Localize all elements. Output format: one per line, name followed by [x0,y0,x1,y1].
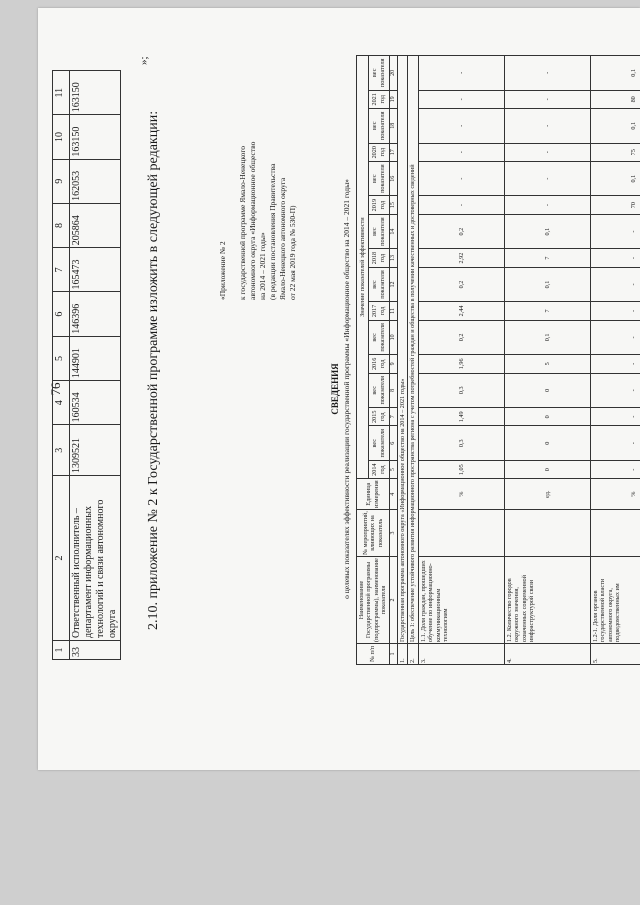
weight-value-cell: - [590,373,640,408]
weight-header: вес показателя [369,161,390,196]
column-index-cell: 14 [389,214,397,249]
unit-cell: % [418,479,504,510]
indicators-table [356,55,640,665]
indicator-rows [418,56,640,665]
weight-header: вес показателя [369,109,390,144]
document-page [38,8,640,770]
header-unit: Единица измерения [357,479,390,510]
weight-value-cell: 0,1 [504,267,590,302]
weight-header: вес показателя [369,426,390,461]
appendix-line: (в редакции постановления Правительства [268,163,277,300]
column-index-cell: 19 [389,90,397,108]
value-cell: 163150 [70,115,121,159]
row-number: 33 [70,641,121,660]
column-index-cell: 18 [389,109,397,144]
year-header: 2018 год [369,249,390,267]
weight-value-cell: - [590,267,640,302]
year-header: 2019 год [369,196,390,214]
event-cell [418,510,504,557]
column-index-cell: 2 [389,557,397,644]
year-value-cell: - [590,302,640,320]
value-cell: 162053 [70,159,121,203]
header-cell: 11 [53,71,70,115]
header-cell: 4 [53,381,70,425]
year-header: 2017 год [369,302,390,320]
column-index-cell: 15 [389,196,397,214]
year-value-cell: 1,05 [418,460,504,478]
value-cell: 205864 [70,203,121,247]
year-value-cell: - [418,90,504,108]
unit-cell: ед. [504,479,590,510]
year-value-cell: - [418,196,504,214]
section-heading: 2.10. приложение № 2 к Государственной программе изложить в следующей редакции: [146,110,161,630]
weight-value-cell: 0,1 [590,56,640,91]
weight-value-cell: 0 [504,373,590,408]
weight-value-cell: 0 [504,426,590,461]
column-index-cell: 20 [389,56,397,91]
year-value-cell: 7 [504,302,590,320]
table-row [70,71,121,660]
indicator-name: 1.2. Количество городов окружного значения, охваченных современной инфраструктурой связи [504,557,590,644]
value-cell: 144901 [70,336,121,380]
appendix-line: к государственной программе Ямало-Ненецкого [238,145,247,300]
header-cell: 6 [53,292,70,336]
year-header: 2016 год [369,355,390,373]
value-cell: 1309521 [70,425,121,476]
weight-value-cell: 0,1 [504,320,590,355]
weight-value-cell: - [590,214,640,249]
program-title-cell: Государственная программа автономного округа «Информационное общество на 2014 – 2021 годы» [398,56,408,644]
weight-value-cell: - [418,56,504,91]
year-value-cell: - [504,90,590,108]
column-index-cell: 6 [389,426,397,461]
row-number: 2. [408,644,418,665]
header-cell: 3 [53,425,70,476]
weight-header: вес показателя [369,320,390,355]
header-cell: 8 [53,203,70,247]
column-index-cell: 11 [389,302,397,320]
year-value-cell: 5 [504,355,590,373]
table-row [408,56,418,665]
closing-quote-mark: »; [138,56,150,65]
table-header-row [53,71,70,660]
column-index-cell: 13 [389,249,397,267]
weight-value-cell: 0,1 [504,214,590,249]
year-value-cell: 2,44 [418,302,504,320]
header-cell: 2 [53,476,70,641]
year-header: 2015 год [369,408,390,426]
header-event: № мероприятий, влияющих на показатель [357,510,390,557]
year-value-cell: 1,96 [418,355,504,373]
header-cell: 1 [53,641,70,660]
weight-value-cell: 0,3 [418,426,504,461]
header-cell: 5 [53,336,70,380]
weight-value-cell: 0,3 [418,373,504,408]
column-index-cell: 8 [389,373,397,408]
row-name: Ответственный исполнитель – департамент информационных технологий и связи автономного округа [70,476,121,641]
weight-value-cell: - [418,109,504,144]
column-index-cell: 7 [389,408,397,426]
appendix-line: на 2014 – 2021 годы» [258,232,267,300]
weight-value-cell: 0,2 [418,320,504,355]
weight-header: вес показателя [369,267,390,302]
weight-header: вес показателя [369,214,390,249]
row-number: 4. [504,644,590,665]
event-cell [590,510,640,557]
header-name: Наименование Государственной программы (подпрограммы), наименование показателя [358,558,388,642]
value-cell: 160534 [70,381,121,425]
year-value-cell: 0 [504,460,590,478]
column-index-cell: 17 [389,143,397,161]
year-value-cell: 70 [590,196,640,214]
column-index-cell: 10 [389,320,397,355]
row-number: 1. [398,644,408,665]
weight-header: вес показателя [369,56,390,91]
header-cell: 7 [53,248,70,292]
year-header: 2014 год [369,460,390,478]
weight-value-cell: - [590,320,640,355]
unit-cell: % [590,479,640,510]
table-row [504,56,590,665]
year-value-cell: 2,92 [418,249,504,267]
year-value-cell: - [590,460,640,478]
year-value-cell: - [590,249,640,267]
header-cell: 10 [53,115,70,159]
year-value-cell: 80 [590,90,640,108]
column-index-cell: 1 [389,644,397,665]
indicator-name: 1.1. Доля граждан, прошедших обучение по информационно-коммуникационным технологиям [418,557,504,644]
year-value-cell: - [590,355,640,373]
row-number: 3. [418,644,504,665]
year-header: 2020 год [369,143,390,161]
page-number: 76 [48,382,63,396]
appendix-title: «Приложение № 2 [218,241,227,300]
table-row [590,56,640,665]
year-value-cell: 75 [590,143,640,161]
year-value-cell: - [418,143,504,161]
appendix-line: автономного округа «Информационное общество [248,141,257,300]
weight-value-cell: - [504,56,590,91]
value-cell: 146396 [70,292,121,336]
table-header-row [357,56,369,665]
weight-value-cell: - [418,161,504,196]
document-title: СВЕДЕНИЯ [330,363,340,415]
weight-value-cell: 0,1 [590,161,640,196]
column-index-cell: 3 [389,510,397,557]
header-cell: 9 [53,159,70,203]
year-value-cell: - [504,143,590,161]
year-value-cell: - [590,408,640,426]
weight-value-cell: - [504,109,590,144]
appendix-line: Ямало-Ненецкого автономного округа [278,177,287,300]
column-index-row [389,56,397,665]
year-value-cell: - [504,196,590,214]
weight-header: вес показателя [369,373,390,408]
table-row [418,56,504,665]
row-number: 5. [590,644,640,665]
document-subtitle: о целевых показателях эффективности реализации государственной программы «Информационное общество на 2014 – 2021 годы» [342,179,351,599]
header-num: № п/п [357,644,390,665]
table-row [398,56,408,665]
event-cell [504,510,590,557]
column-index-cell: 16 [389,161,397,196]
year-value-cell: 1,49 [418,408,504,426]
rotated-content [38,8,640,770]
value-cell: 165473 [70,248,121,292]
year-value-cell: 0 [504,408,590,426]
expenditure-table-fragment [52,70,121,660]
value-cell: 163150 [70,71,121,115]
weight-value-cell: 0,2 [418,214,504,249]
header-values: Значение показателей эффективности [357,56,369,479]
column-index-cell: 12 [389,267,397,302]
year-header: 2021 год [369,90,390,108]
column-index-cell: 5 [389,460,397,478]
year-value-cell: 7 [504,249,590,267]
weight-value-cell: - [590,426,640,461]
weight-value-cell: 0,2 [418,267,504,302]
weight-value-cell: - [504,161,590,196]
appendix-header [218,50,298,300]
indicator-name: 1.2-1. Доля органов государственной власти автономного округа, подведомственных им [590,557,640,644]
column-index-cell: 9 [389,355,397,373]
weight-value-cell: 0,1 [590,109,640,144]
appendix-line: от 22 мая 2019 года № 530-П) [288,205,297,300]
column-index-cell: 4 [389,479,397,510]
goal-cell: Цель 1: обеспечение устойчивого развития информационного пространства региона с учетом потребностей граждан и общества в получении качественных и достоверных сведений [408,56,418,644]
